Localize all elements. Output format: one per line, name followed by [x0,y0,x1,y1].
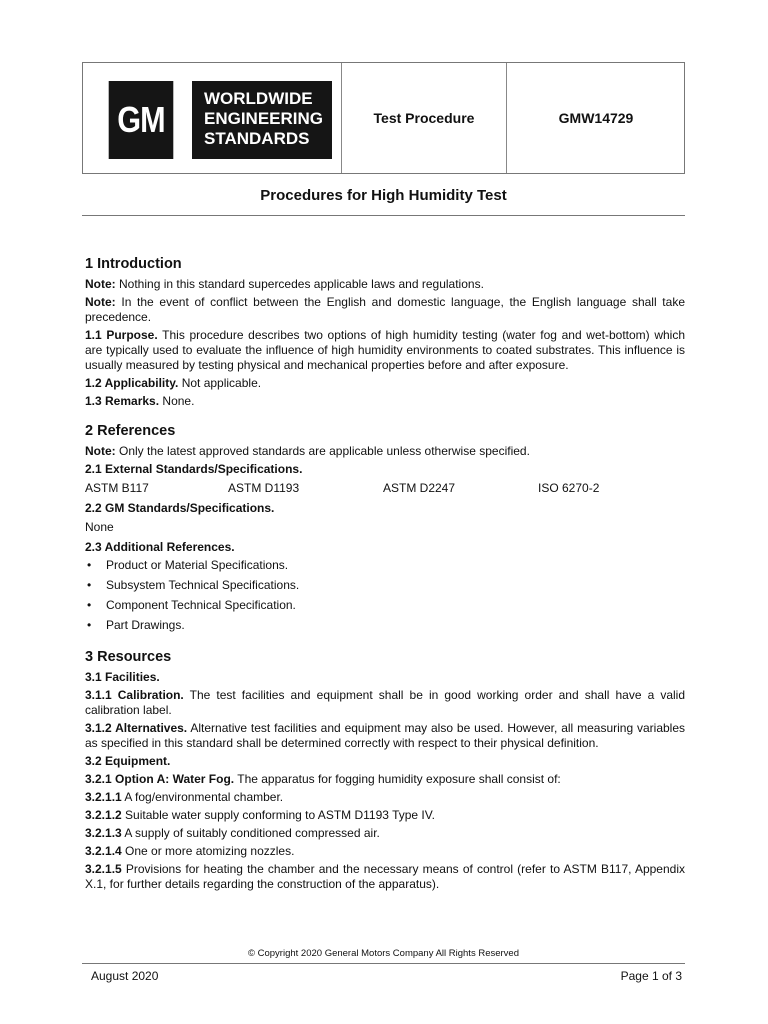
section-heading: 1 Introduction [85,256,182,272]
logo-line: WORLDWIDE [204,89,313,108]
footer-rule [82,963,685,964]
purpose-paragraph [85,328,685,373]
applicability-paragraph [85,376,685,391]
header-box [82,62,685,174]
item-text: One or more atomizing nozzles. [121,844,295,858]
purpose-label: 1.1 Purpose. [85,328,158,342]
standard-number: GMW14729 [558,110,634,126]
wes-logo [192,81,332,159]
external-references [85,481,685,496]
gm-standards-value: None [85,520,114,534]
item-label: 3.2.1.1 [85,790,122,804]
external-standards-heading: 2.1 External Standards/Specifications. [85,462,303,476]
equipment-item [85,862,685,892]
document-title: Procedures for High Humidity Test [260,187,507,204]
note-paragraph [85,444,685,459]
list-item: • Subsystem Technical Specifications. [85,578,685,593]
page-number: Page 1 of 3 [620,969,682,983]
equipment-item [85,808,685,823]
calibration-label: 3.1.1 Calibration. [85,688,184,702]
procedure-label: Test Procedure [373,110,475,126]
alternatives-text: Alternative test facilities and equipment may also be used. However, all measuring variables as specified in this standard shall be determined correctly with respect to their physical definition. [85,721,686,750]
equipment-item [85,790,685,805]
purpose-text: This procedure describes two options of high humidity testing (water fog and wet-bottom) which are typically used to evaluate the influence of high humidity environments to coated substrates. This influence is usually measured by testing physical and mechanical properties before and after exposure. [85,328,685,372]
list-item: • Component Technical Specification. [85,598,685,613]
note-text: Only the latest approved standards are applicable unless otherwise specified. [115,444,530,458]
additional-references-heading: 2.3 Additional References. [85,540,235,554]
option-a-label: 3.2.1 Option A: Water Fog. [85,772,235,786]
option-a-paragraph [85,772,685,787]
remarks-text: None. [159,394,195,408]
footer-date: August 2020 [91,969,159,983]
calibration-paragraph [85,688,685,718]
note-paragraph [85,277,685,292]
copyright-notice: © Copyright 2020 General Motors Company All Rights Reserved [247,948,519,959]
subsection-heading [85,754,685,769]
equipment-item [85,844,685,859]
alternatives-paragraph [85,721,685,751]
note-text: Nothing in this standard supercedes applicable laws and regulations. [115,277,484,291]
remarks-paragraph [85,394,685,409]
section-heading: 3 Resources [85,649,172,665]
item-text: A fog/environmental chamber. [121,790,284,804]
calibration-text: The test facilities and equipment shall be in good working order and shall have a valid calibration label. [85,688,686,717]
alternatives-label: 3.1.2 Alternatives. [85,721,188,735]
additional-references-list [85,558,685,633]
section-heading: 2 References [85,423,176,439]
subsection-heading [85,670,685,685]
note-label: Note: [85,295,116,309]
note-label: Note: [85,277,116,291]
item-label: 3.2.1.5 [85,862,122,876]
list-item: • Part Drawings. [85,618,685,633]
reference-item: ISO 6270-2 [538,481,600,495]
reference-item: ASTM D2247 [383,481,456,495]
remarks-label: 1.3 Remarks. [85,394,160,408]
note-label: Note: [85,444,116,458]
reference-item: ASTM B117 [85,481,149,495]
item-text: Suitable water supply conforming to ASTM D1193 Type IV. [121,808,435,822]
item-label: 3.2.1.4 [85,844,122,858]
subsection-heading [85,540,685,555]
item-text: A supply of suitably conditioned compressed air. [121,826,380,840]
list-item: • Product or Material Specifications. [85,558,685,573]
facilities-heading: 3.1 Facilities. [85,670,160,684]
subsection-heading [85,501,685,516]
gm-standards-heading: 2.2 GM Standards/Specifications. [85,501,275,515]
applicability-label: 1.2 Applicability. [85,376,179,390]
item-label: 3.2.1.3 [85,826,122,840]
gm-logo: GM [109,81,174,159]
item-text: Provisions for heating the chamber and the necessary means of control (refer to ASTM B117, Appendix X.1, for further details regarding the construction of the apparatus). [85,862,685,891]
document-body [85,256,685,895]
note-paragraph [85,295,685,325]
reference-item: ASTM D1193 [228,481,300,495]
logo-line: ENGINEERING [204,109,324,128]
note-text: In the event of conflict between the English and domestic language, the English language shall take precedence. [85,295,685,324]
subsection-heading [85,462,685,477]
option-a-text: The apparatus for fogging humidity exposure shall consist of: [234,772,561,786]
applicability-text: Not applicable. [178,376,262,390]
equipment-heading: 3.2 Equipment. [85,754,171,768]
equipment-item [85,826,685,841]
logo-line: STANDARDS [204,129,310,148]
item-label: 3.2.1.2 [85,808,122,822]
title-rule [82,215,685,216]
